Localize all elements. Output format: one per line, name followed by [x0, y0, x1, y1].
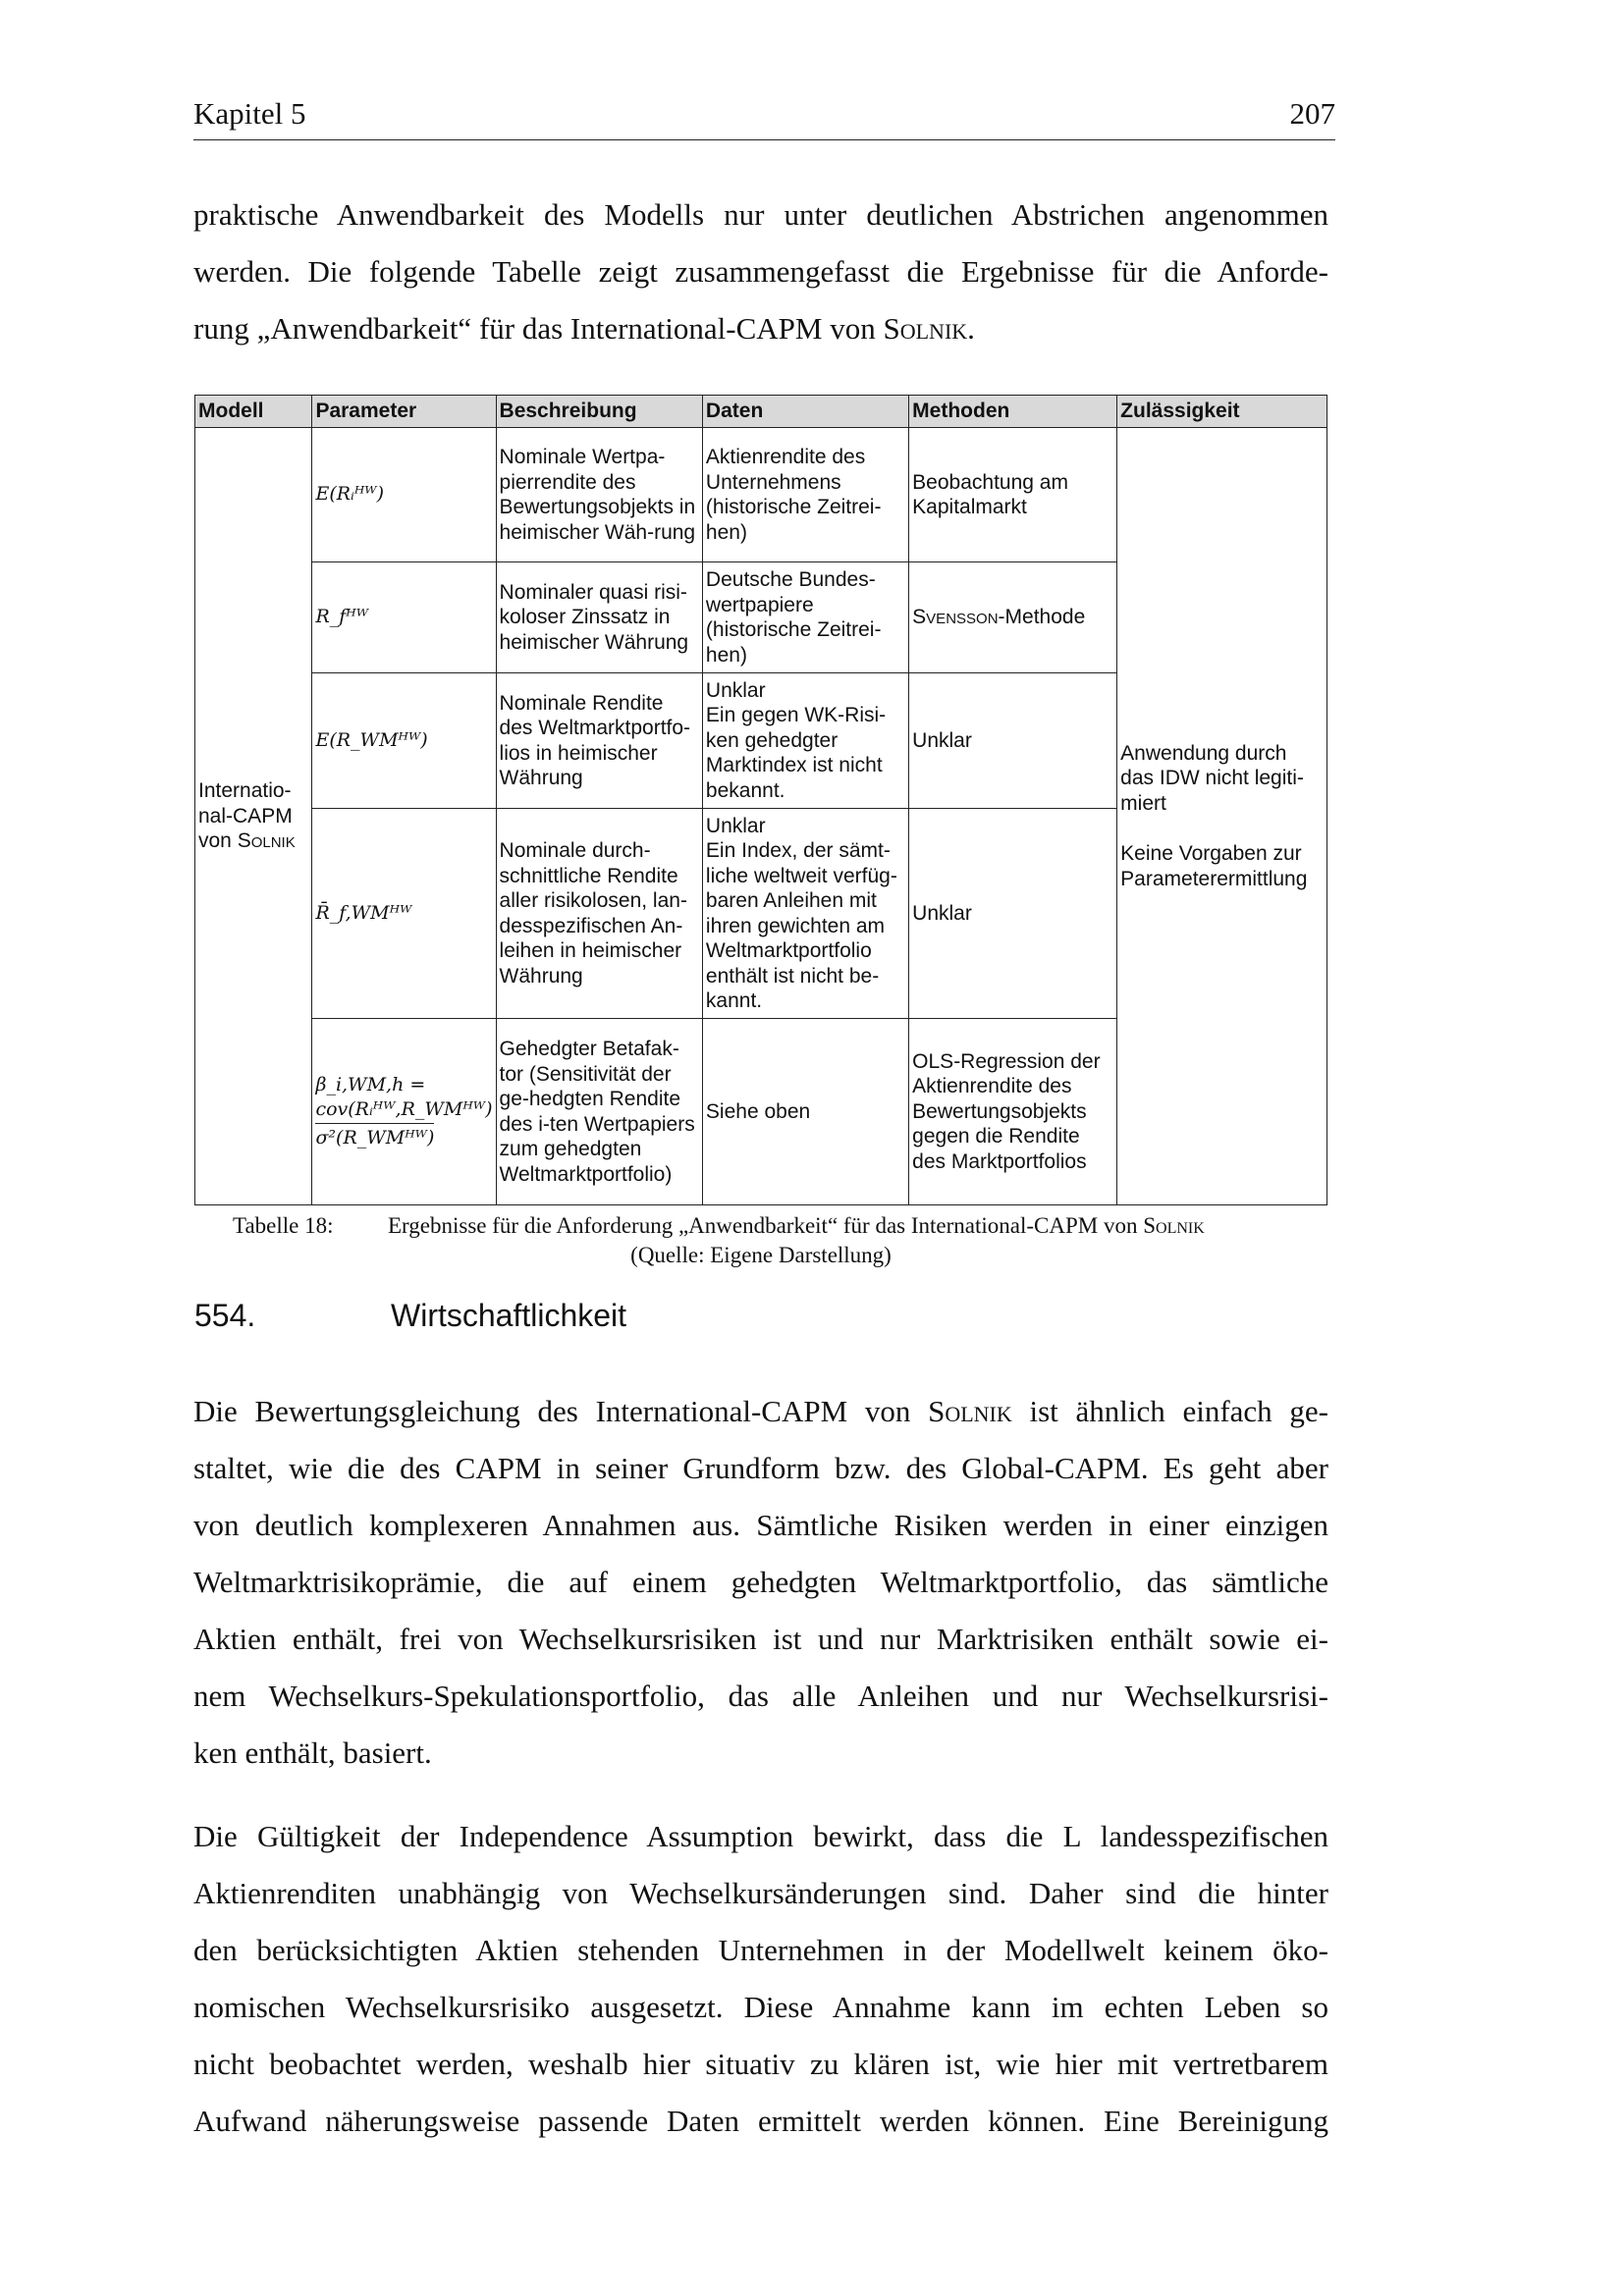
header-description: Beschreibung — [496, 396, 702, 428]
admissibility-cell: Anwendung durch das IDW nicht legiti-miert Keine Vorgaben zur Parameterermittlung — [1117, 428, 1327, 1205]
method-cell: Unklar — [909, 673, 1117, 809]
caption-label: Tabelle 18: — [233, 1213, 334, 1238]
text-line: von deutlich komplexeren Annahmen aus. Sämtliche Risiken werden in einer einzigen — [193, 1508, 1328, 1542]
desc-cell: Nominale durch-schnittliche Rendite aller risikolosen, lan-desspezifischen An-leihen in heimischer Währung — [496, 809, 702, 1019]
method-cell: Svensson-Methode — [909, 562, 1117, 673]
text-line: Die Gültigkeit der Independence Assumption bewirkt, dass die L landesspezifischen — [193, 1819, 1328, 1853]
param-cell: E(R_WMᴴᵂ) — [312, 673, 496, 809]
section-number: 554. — [194, 1298, 256, 1333]
text-line: Weltmarktrisikoprämie, die auf einem gehedgten Weltmarktportfolio, das sämtliche — [193, 1565, 1328, 1599]
page-number: 207 — [1289, 96, 1335, 131]
text-line: werden. Die folgende Tabelle zeigt zusammengefasst die Ergebnisse für die Anforde- — [193, 254, 1328, 289]
param-cell: R_fᴴᵂ — [312, 562, 496, 673]
text-line: Aktien enthält, frei von Wechselkursrisiken ist und nur Marktrisiken enthält sowie ei- — [193, 1622, 1328, 1656]
desc-cell: Nominale Rendite des Weltmarktportfo-lios in heimischer Währung — [496, 673, 702, 809]
text-line: nicht beobachtet werden, weshalb hier situativ zu klären ist, wie hier mit vertretbarem — [193, 2047, 1328, 2081]
method-cell: Unklar — [909, 809, 1117, 1019]
body-paragraph — [193, 1808, 1328, 2150]
text-line: nomischen Wechselkursrisiko ausgesetzt. Diese Annahme kann im echten Leben so — [193, 1990, 1328, 2024]
header-parameter: Parameter — [312, 396, 496, 428]
intro-paragraph — [193, 187, 1328, 357]
caption-source: (Quelle: Eigene Darstellung) — [630, 1243, 892, 1267]
text-line: Aufwand näherungsweise passende Daten ermittelt werden können. Eine Bereinigung — [193, 2104, 1328, 2138]
text-line: staltet, wie die des CAPM in seiner Grundform bzw. des Global-CAPM. Es geht aber — [193, 1451, 1328, 1485]
param-cell: R̄_f,WMᴴᵂ — [312, 809, 496, 1019]
data-cell: Unklar Ein Index, der sämt-liche weltweit verfüg-baren Anleihen mit ihren gewichten am Weltmarktportfolio enthält ist nicht be-kannt. — [702, 809, 908, 1019]
data-cell: Deutsche Bundes-wertpapiere (historische Zeitrei-hen) — [702, 562, 908, 673]
method-cell: Beobachtung am Kapitalmarkt — [909, 428, 1117, 562]
header-methods: Methoden — [909, 396, 1117, 428]
method-cell: OLS-Regression der Aktienrendite des Bewertungsobjekts gegen die Rendite des Marktportfolios — [909, 1019, 1117, 1205]
text-line: rung „Anwendbarkeit“ für das International-CAPM von Solnik. — [193, 311, 975, 346]
text-line: Aktienrenditen unabhängig von Wechselkursänderungen sind. Daher sind die hinter — [193, 1876, 1328, 1910]
data-cell: Aktienrendite des Unternehmens (historische Zeitrei-hen) — [702, 428, 908, 562]
desc-cell: Gehedgter Betafak-tor (Sensitivität der ge-hedgten Rendite des i-ten Wertpapiers zum gehedgten Weltmarktportfolio) — [496, 1019, 702, 1205]
table-row — [195, 428, 1327, 562]
results-table — [194, 395, 1327, 1205]
page-header — [193, 96, 1335, 140]
section-title: Wirtschaftlichkeit — [391, 1298, 627, 1333]
table-header-row — [195, 396, 1327, 428]
data-cell: Unklar Ein gegen WK-Risi-ken gehedgter Marktindex ist nicht bekannt. — [702, 673, 908, 809]
text-line: ken enthält, basiert. — [193, 1735, 432, 1770]
body-paragraph — [193, 1383, 1328, 1782]
desc-cell: Nominale Wertpa-pierrendite des Bewertungsobjekts in heimischer Wäh-rung — [496, 428, 702, 562]
caption-text: Ergebnisse für die Anforderung „Anwendbarkeit“ für das International-CAPM von Solnik — [388, 1213, 1205, 1238]
param-cell: β_i,WM,h = cov(Rᵢᴴᵂ,R_WMᴴᵂ) σ²(R_WMᴴᵂ) — [312, 1019, 496, 1205]
text-line: den berücksichtigten Aktien stehenden Unternehmen in der Modellwelt keinem öko- — [193, 1933, 1328, 1967]
header-model: Modell — [195, 396, 312, 428]
text-line: praktische Anwendbarkeit des Modells nur unter deutlichen Abstrichen angenommen — [193, 197, 1328, 232]
desc-cell: Nominaler quasi risi-koloser Zinssatz in heimischer Währung — [496, 562, 702, 673]
header-admissibility: Zulässigkeit — [1117, 396, 1327, 428]
param-cell: E(Rᵢᴴᵂ) — [312, 428, 496, 562]
text-line: nem Wechselkurs-Spekulationsportfolio, das alle Anleihen und nur Wechselkursrisi- — [193, 1679, 1328, 1713]
data-cell: Siehe oben — [702, 1019, 908, 1205]
chapter-title: Kapitel 5 — [193, 96, 306, 131]
model-cell: Internatio- nal-CAPM von Solnik — [195, 428, 312, 1205]
header-data: Daten — [702, 396, 908, 428]
text-line: Die Bewertungsgleichung des International-CAPM von Solnik ist ähnlich einfach ge- — [193, 1394, 1328, 1428]
